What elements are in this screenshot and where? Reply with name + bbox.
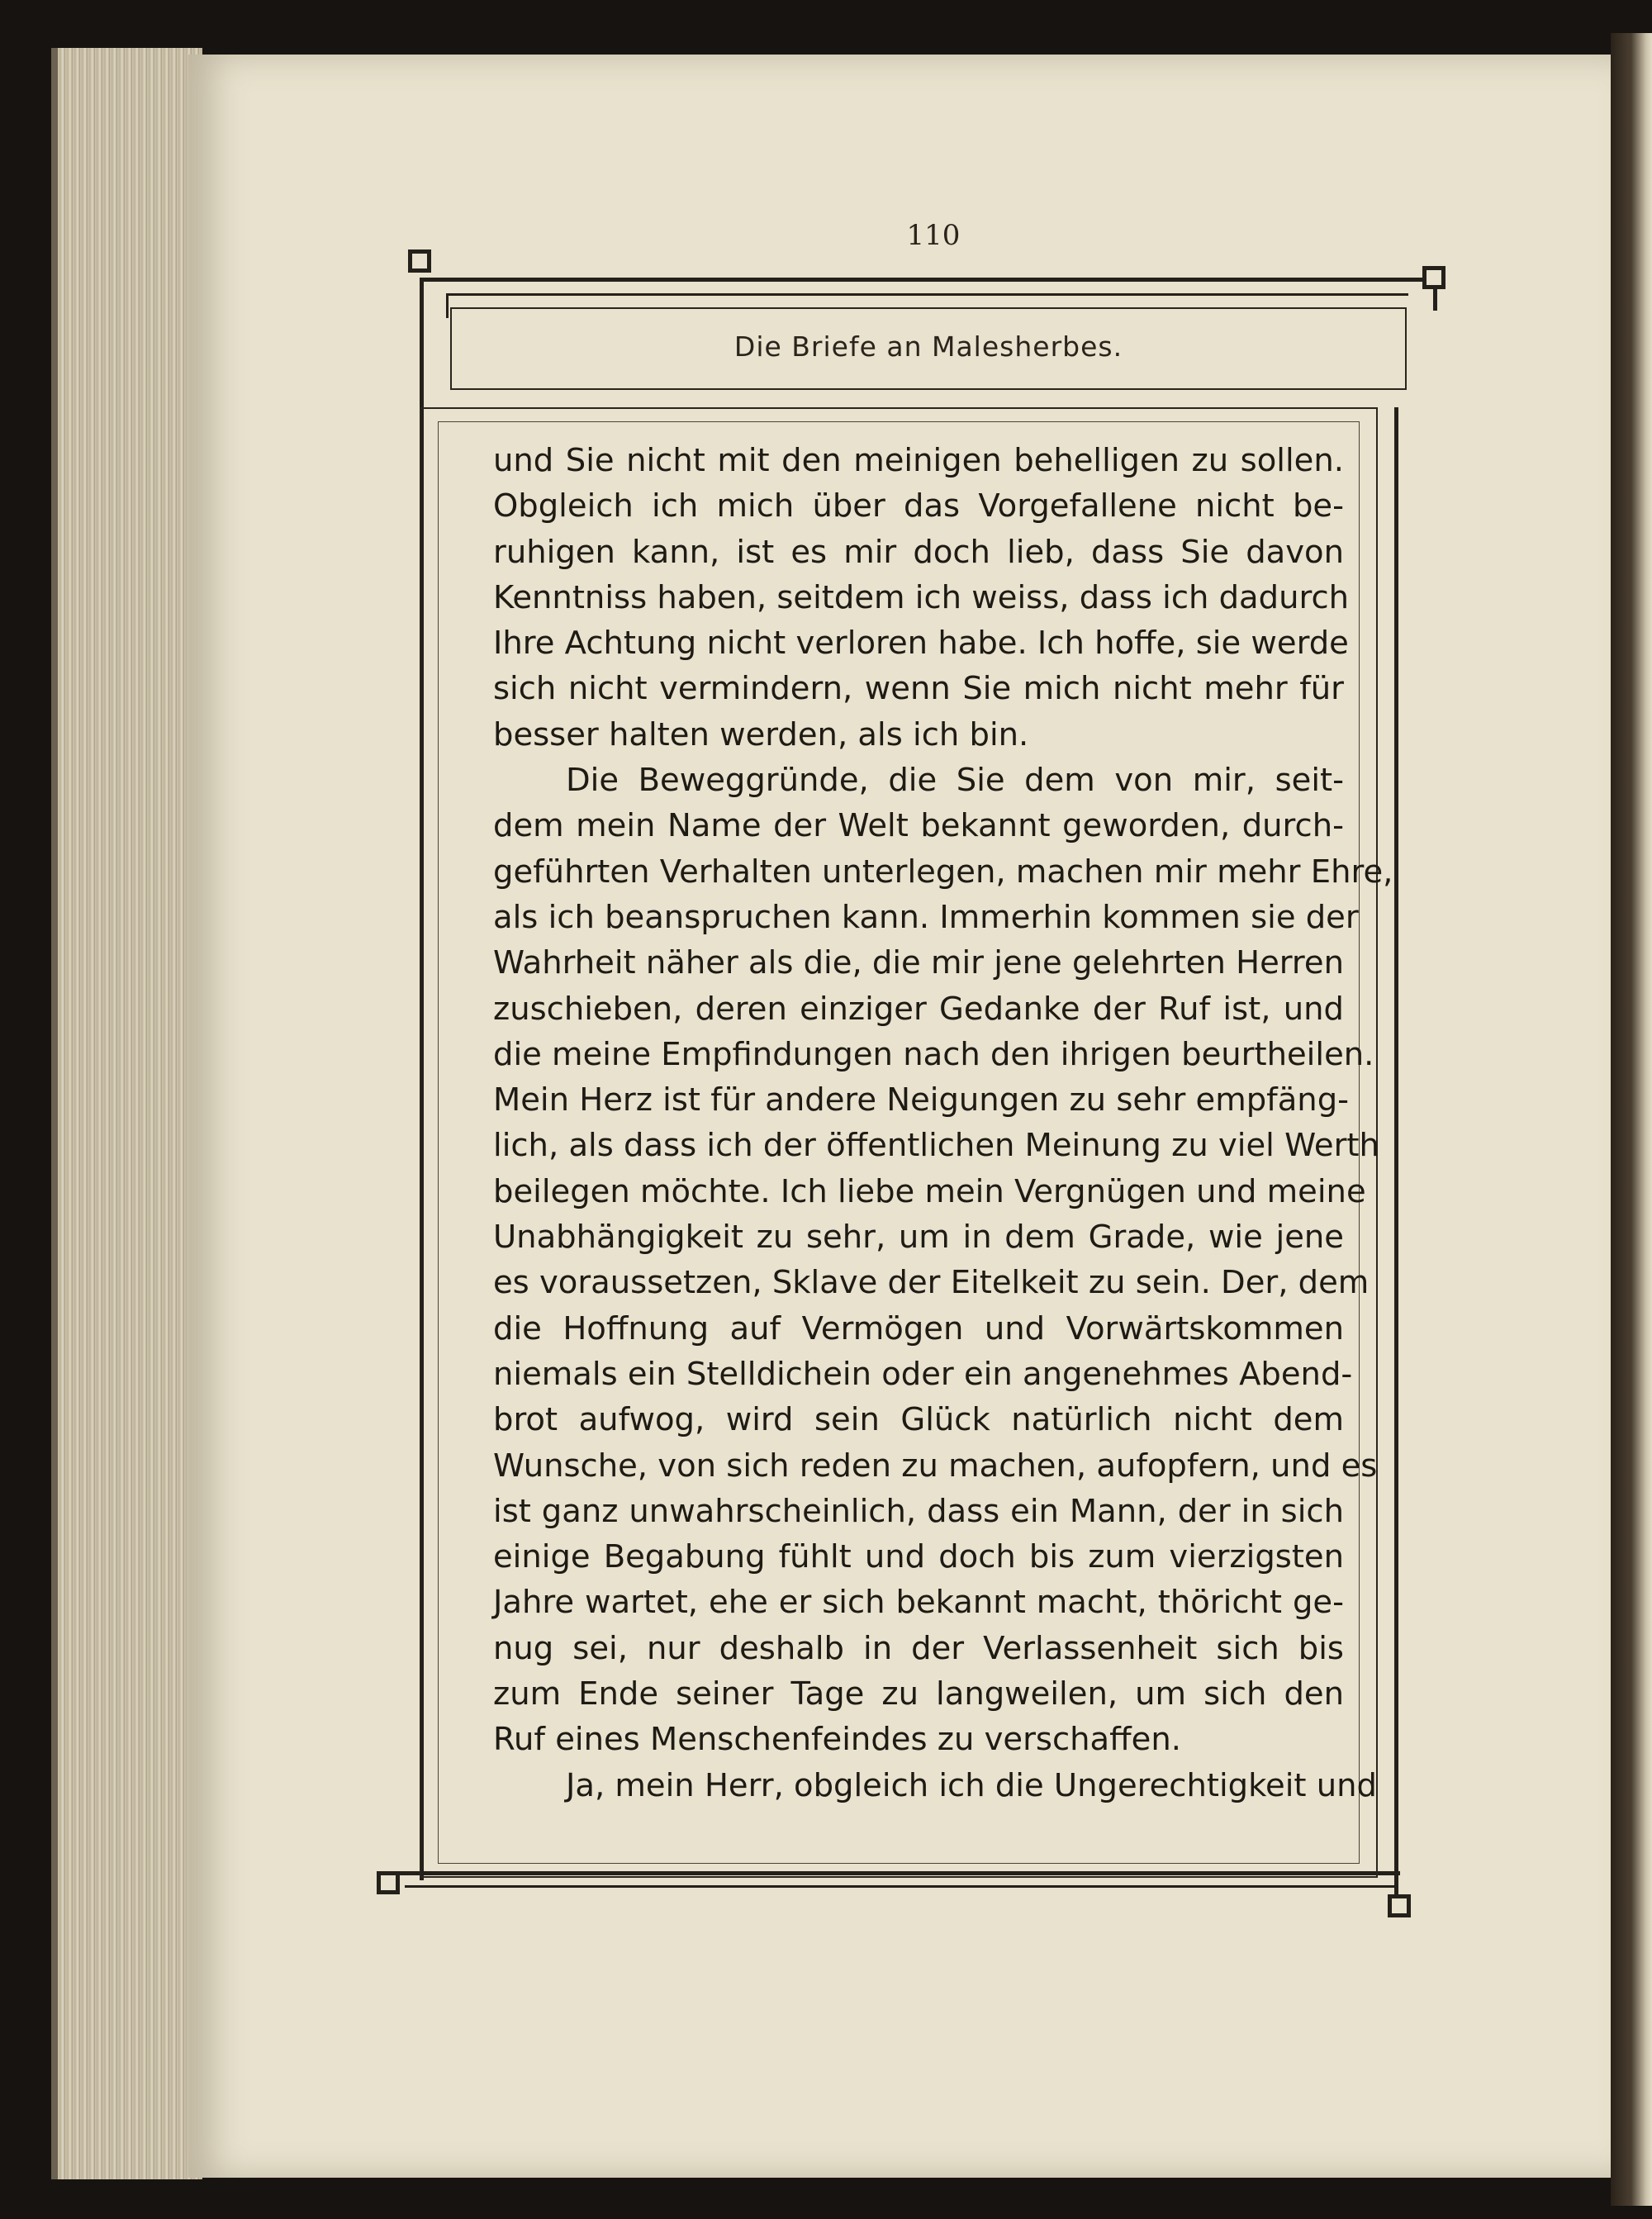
frame-corner-bottom-right	[1388, 1894, 1411, 1917]
text-line: Ihre Achtung nicht verloren habe. Ich hoffe, sie werde	[493, 625, 1349, 663]
text-line: Jahre wartet, ehe er sich bekannt macht, thöricht ge-	[493, 1584, 1344, 1622]
frame-right-lower-line	[1394, 407, 1398, 1904]
frame-corner-top-left	[408, 249, 431, 273]
frame-left-inner-line	[446, 293, 449, 318]
text-line: Wahrheit näher als die, die mir jene gelehrten Herren	[493, 944, 1344, 982]
text-line: sich nicht vermindern, wenn Sie mich nicht mehr für	[493, 670, 1344, 708]
text-line: geführten Verhalten unterlegen, machen mir mehr Ehre,	[493, 853, 1393, 891]
text-line: niemals ein Stelldichein oder ein angenehmes Abend-	[493, 1355, 1353, 1393]
page-number: 110	[906, 219, 961, 252]
text-line: ruhigen kann, ist es mir doch lieb, dass Sie davon	[493, 533, 1344, 571]
text-line: Unabhängigkeit zu sehr, um in dem Grade, wie jene	[493, 1219, 1344, 1257]
text-line: brot aufwog, wird sein Glück natürlich nicht dem	[493, 1401, 1344, 1439]
book-gutter-edge	[1611, 33, 1652, 2206]
text-line: als ich beanspruchen kann. Immerhin kommen sie der	[493, 898, 1359, 936]
frame-corner-top-right	[1422, 266, 1446, 289]
frame-top-inner-line	[446, 293, 1408, 296]
text-line: Ja, mein Herr, obgleich ich die Ungerechtigkeit und	[566, 1766, 1377, 1804]
text-line: es voraussetzen, Sklave der Eitelkeit zu sein. Der, dem	[493, 1264, 1370, 1302]
running-title: Die Briefe an Malesherbes.	[733, 330, 1123, 363]
text-line: ist ganz unwahrscheinlich, dass ein Mann, der in sich	[493, 1492, 1344, 1530]
text-line: Die Beweggründe, die Sie dem von mir, seit-	[566, 762, 1344, 800]
text-line: zum Ende seiner Tage zu langweilen, um sich den	[493, 1675, 1344, 1713]
text-line: beilegen möchte. Ich liebe mein Vergnügen und meine	[493, 1172, 1366, 1210]
text-line: und Sie nicht mit den meinigen behelligen zu sollen.	[493, 442, 1344, 479]
book-page-edges	[51, 48, 202, 2179]
frame-top-line	[420, 278, 1437, 282]
text-line: Mein Herz ist für andere Neigungen zu sehr empfäng-	[493, 1081, 1350, 1119]
text-line: nug sei, nur deshalb in der Verlassenheit sich bis	[493, 1629, 1344, 1667]
text-line: besser halten werden, als ich bin.	[493, 715, 1029, 753]
body-text	[493, 438, 1393, 1808]
frame-bottom-outer-line	[405, 1885, 1396, 1888]
frame-corner-bottom-left	[377, 1871, 400, 1894]
text-line: Wunsche, von sich reden zu machen, aufopfern, und es	[493, 1447, 1378, 1485]
text-line: die meine Empfindungen nach den ihrigen beurtheilen.	[493, 1035, 1374, 1073]
text-line: einige Begabung fühlt und doch bis zum vierzigsten	[493, 1538, 1344, 1576]
text-line: Obgleich ich mich über das Vorgefallene nicht be-	[493, 487, 1344, 525]
text-line: Kenntniss haben, seitdem ich weiss, dass ich dadurch	[493, 578, 1350, 616]
text-line: lich, als dass ich der öffentlichen Meinung zu viel Werth	[493, 1127, 1379, 1165]
text-line: dem mein Name der Welt bekannt geworden, durch-	[493, 807, 1344, 845]
text-line: die Hoffnung auf Vermögen und Vorwärtskommen	[493, 1309, 1344, 1347]
text-line: zuschieben, deren einziger Gedanke der Ruf ist, und	[493, 990, 1344, 1028]
text-line: Ruf eines Menschenfeindes zu verschaffen.	[493, 1721, 1181, 1759]
